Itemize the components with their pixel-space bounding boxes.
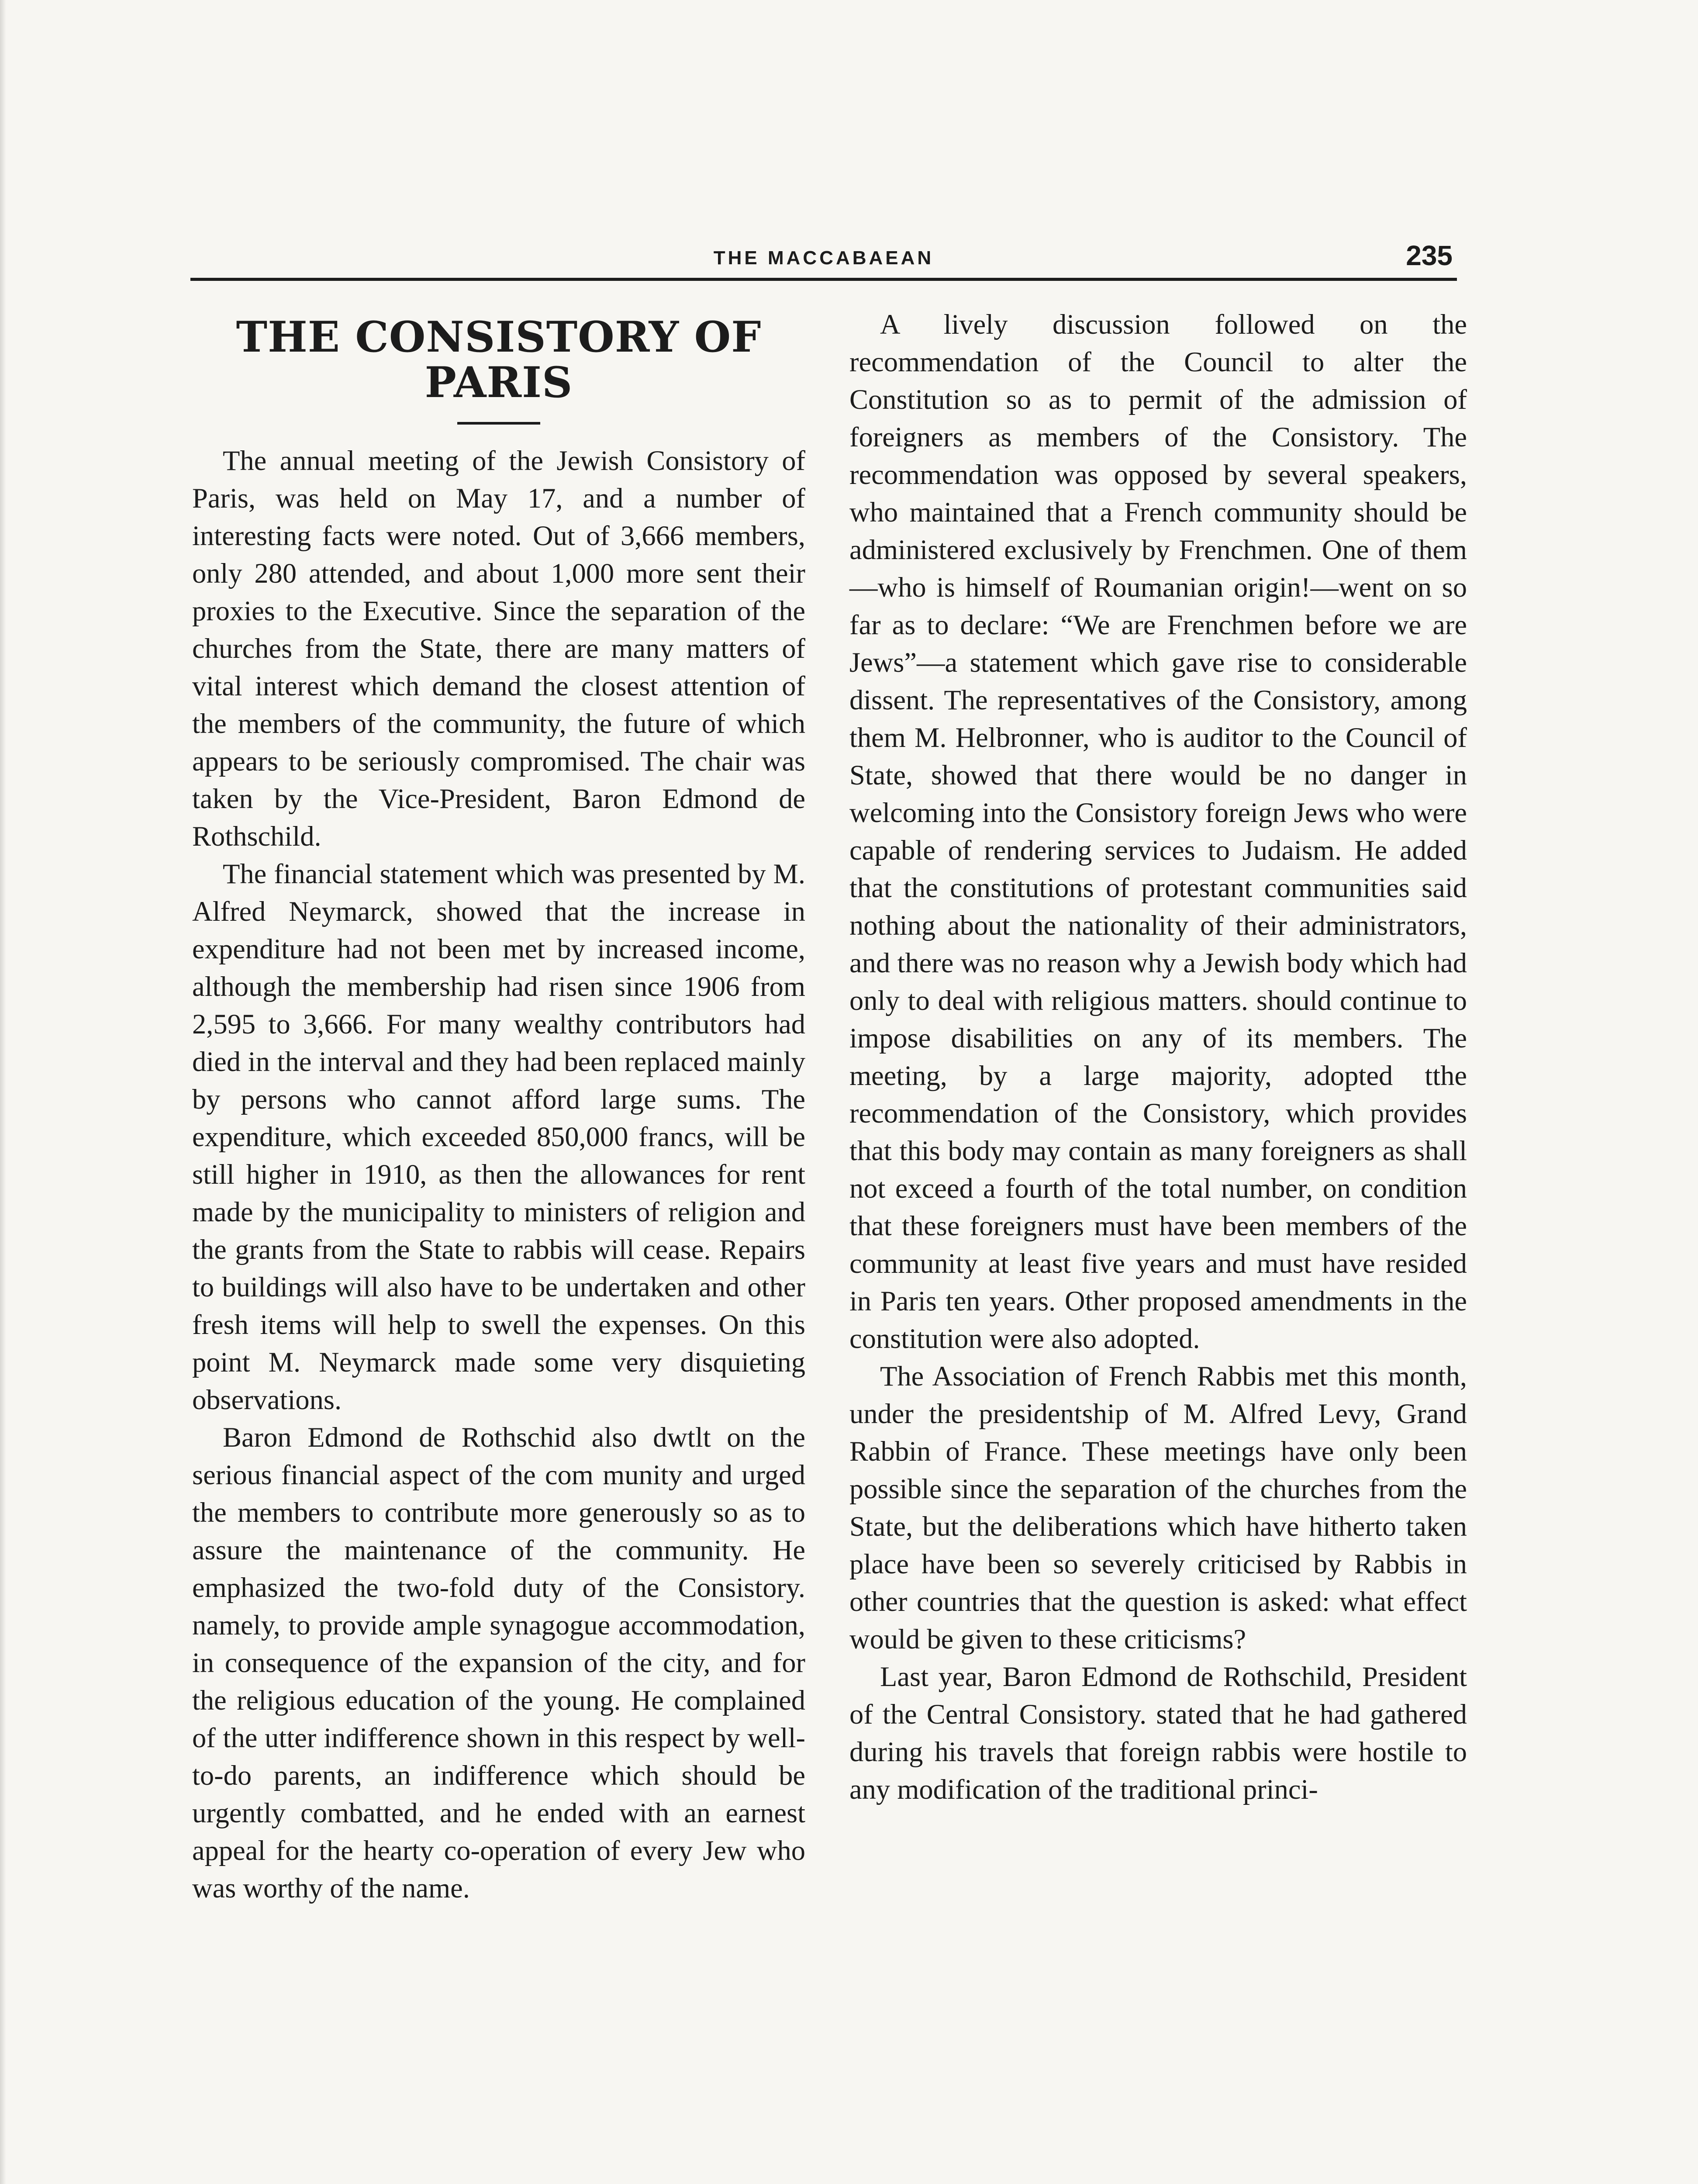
paragraph: A lively discussion followed on the recommendation of the Council to alter the Constitution so as to permit of the admission of foreigners as members of the Consistory. The recommendation was opposed by several speakers, who maintained that a French community should be administered exclusively by Frenchmen. One of them—who is himself of Roumanian origin!—went on so far as to declare: “We are Frenchmen before we are Jews”—a statement which gave rise to considerable dissent. The representatives of the Consistory, among them M. Helbronner, who is auditor to the Council of State, showed that there would be no danger in welcoming into the Consistory foreign Jews who were capable of rendering services to Judaism. He added that the constitutions of protestant communities said nothing about the nationality of their administrators, and there was no reason why a Jewish body which had only to deal with religious matters. should continue to impose disabilities on any of its members. The meeting, by a large majority, adopted tthe recommendation of the Consistory, which provides that this body may contain as many foreigners as shall not exceed a fourth of the total number, on condition that these foreigners must have been members of the community at least five years and must have resided in Paris ten years. Other proposed amendments in the constitution were also adopted. [849, 309, 1467, 1354]
paragraph: The financial statement which was presented by M. Alfred Neymarck, showed that the increase in expenditure had not been met by increased income, although the membership had risen since 1906 from 2,595 to 3,666. For many wealthy contributors had died in the interval and they had been replaced mainly by persons who cannot afford large sums. The expenditure, which exceeded 850,000 francs, will be still higher in 1910, as then the allowances for rent made by the municipality to ministers of religion and the grants from the State to rabbis will cease. Repairs to buildings will also have to be undertaken and other fresh items will help to swell the expenses. On this point M. Neymarck made some very disquieting observations. [192, 858, 805, 1415]
title-rule [457, 422, 540, 425]
paragraph: The annual meeting of the Jewish Consistory of Paris, was held on May 17, and a number of interesting facts were noted. Out of 3,666 members, only 280 attended, and about 1,000 more sent their proxies to the Executive. Since the separation of the churches from the State, there are many matters of vital interest which demand the closest attention of the members of the community, the future of which appears to be seriously compromised. The chair was taken by the Vice-President, Baron Edmond de Rothschild. [192, 445, 805, 852]
paragraph: Baron Edmond de Rothschid also dwtlt on the serious financial aspect of the com munity and urged the members to contribute more generously so as to assure the maintenance of the community. He emphasized the two-fold duty of the Consistory. namely, to provide ample synagogue accommodation, in consequence of the expansion of the city, and for the religious education of the young. He complained of the utter indifference shown in this respect by well-to-do parents, an indifference which should be urgently combatted, and he ended with an earnest appeal for the hearty co-operation of every Jew who was worthy of the name. [192, 1422, 805, 1904]
scan-edge-shadow [0, 0, 6, 2184]
article-title-line-1: THE CONSISTORY OF [236, 312, 762, 362]
paragraph: The Association of French Rabbis met this month, under the presidentship of M. Alfred Levy, Grand Rabbin of France. These meetings have only been possible since the separation of the churches from the State, but the deliberations which have hitherto taken place have been so severely criticised by Rabbis in other countries that the question is asked: what effect would be given to these criticisms? [849, 1361, 1467, 1655]
running-title: THE MACCABAEAN [713, 247, 934, 269]
article-title-line-2: PARIS [424, 358, 573, 407]
article-title [192, 314, 805, 405]
page-number: 235 [1406, 240, 1453, 271]
header-rule [190, 278, 1457, 281]
left-column [192, 301, 805, 1907]
right-column [849, 306, 1467, 1808]
page-header [190, 239, 1457, 279]
paragraph: Last year, Baron Edmond de Rothschild, President of the Central Consistory. stated that he had gathered during his travels that foreign rabbis were hostile to any modification of the traditional princi- [849, 1661, 1467, 1805]
